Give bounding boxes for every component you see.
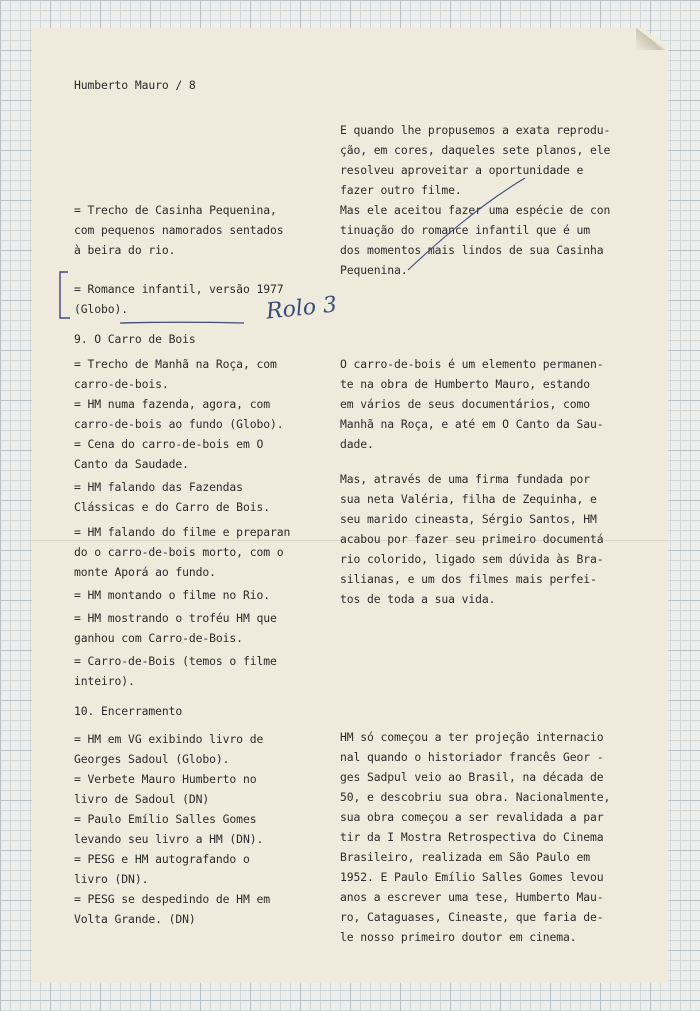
left-line: = Cena do carro-de-bois em O — [74, 437, 264, 451]
right-line: ges Sadpul veio ao Brasil, na década de — [340, 770, 604, 784]
left-line: Volta Grande. (DN) — [74, 912, 196, 926]
right-line: 1952. E Paulo Emílio Salles Gomes levou — [340, 870, 604, 884]
left-line: ganhou com Carro-de-Bois. — [74, 631, 243, 645]
right-line: dos momentos mais lindos de sua Casinha — [340, 243, 604, 257]
right-line: Mas ele aceitou fazer uma espécie de con — [340, 203, 611, 217]
right-line: ro, Cataguases, Cineaste, que faria de- — [340, 910, 604, 924]
right-line: resolveu aproveitar a oportunidade e — [340, 163, 584, 177]
left-line: livro (DN). — [74, 872, 149, 886]
left-line: = Romance infantil, versão 1977 — [74, 282, 284, 296]
handwritten-note: Rolo 3 — [264, 292, 339, 325]
left-line: monte Aporá ao fundo. — [74, 565, 216, 579]
right-line: Brasileiro, realizada em São Paulo em — [340, 850, 591, 864]
left-line: = HM falando do filme e preparan — [74, 525, 291, 539]
left-line: Georges Sadoul (Globo). — [74, 752, 230, 766]
right-line: tir da I Mostra Retrospectiva do Cinema — [340, 830, 604, 844]
left-line: levando seu livro a HM (DN). — [74, 832, 264, 846]
left-line: carro-de-bois. — [74, 377, 169, 391]
left-line: = HM falando das Fazendas — [74, 480, 243, 494]
left-line: = HM mostrando o troféu HM que — [74, 611, 277, 625]
right-line: te na obra de Humberto Mauro, estando — [340, 377, 591, 391]
right-line: ção, em cores, daqueles sete planos, ele — [340, 143, 611, 157]
right-line: HM só começou a ter projeção internacio — [340, 730, 604, 744]
right-line: em vários de seus documentários, como — [340, 397, 591, 411]
left-line: livro de Sadoul (DN) — [74, 792, 210, 806]
left-line: = Carro-de-Bois (temos o filme — [74, 654, 277, 668]
left-line: (Globo). — [74, 302, 129, 316]
left-line: = HM numa fazenda, agora, com — [74, 397, 270, 411]
right-line: silianas, e um dos filmes mais perfei- — [340, 572, 597, 586]
right-line: 50, e descobriu sua obra. Nacionalmente, — [340, 790, 611, 804]
right-line: Pequenina. — [340, 263, 408, 277]
left-line: com pequenos namorados sentados — [74, 223, 284, 237]
left-line: = PESG se despedindo de HM em — [74, 892, 270, 906]
right-line: anos a escrever uma tese, Humberto Mau- — [340, 890, 604, 904]
right-line: tos de toda a sua vida. — [340, 592, 496, 606]
page-header: Humberto Mauro / 8 — [74, 78, 196, 92]
left-line: = HM em VG exibindo livro de — [74, 732, 264, 746]
left-line: = PESG e HM autografando o — [74, 852, 250, 866]
left-line: = Trecho de Manhã na Roça, com — [74, 357, 277, 371]
left-line: 10. Encerramento — [74, 704, 183, 718]
right-line: dade. — [340, 437, 374, 451]
right-line: fazer outro filme. — [340, 183, 462, 197]
left-line: = Verbete Mauro Humberto no — [74, 772, 257, 786]
right-line: nal quando o historiador francês Geor - — [340, 750, 604, 764]
right-line: seu marido cineasta, Sérgio Santos, HM — [340, 512, 597, 526]
right-line: sua neta Valéria, filha de Zequinha, e — [340, 492, 597, 506]
bracket-mark — [60, 272, 70, 318]
left-line: inteiro). — [74, 674, 135, 688]
right-line: le nosso primeiro doutor em cinema. — [340, 930, 577, 944]
left-line: Clássicas e do Carro de Bois. — [74, 500, 270, 514]
right-line: O carro-de-bois é um elemento permanen- — [340, 357, 604, 371]
right-line: rio colorido, ligado sem dúvida às Bra- — [340, 552, 604, 566]
left-line: Canto da Saudade. — [74, 457, 189, 471]
left-line: do o carro-de-bois morto, com o — [74, 545, 284, 559]
left-line: = HM montando o filme no Rio. — [74, 588, 270, 602]
right-line: acabou por fazer seu primeiro documentá — [340, 532, 604, 546]
left-line: = Paulo Emílio Salles Gomes — [74, 812, 257, 826]
right-line: E quando lhe propusemos a exata reprodu- — [340, 123, 611, 137]
left-line: carro-de-bois ao fundo (Globo). — [74, 417, 284, 431]
left-line: à beira do rio. — [74, 243, 176, 257]
left-line: 9. O Carro de Bois — [74, 332, 196, 346]
left-line: = Trecho de Casinha Pequenina, — [74, 203, 277, 217]
diagonal-strike — [408, 178, 525, 270]
right-line: Manhã na Roça, e até em O Canto da Sau- — [340, 417, 604, 431]
right-line: sua obra começou a ser revalidada a par — [340, 810, 604, 824]
right-line: tinuação do romance infantil que é um — [340, 223, 591, 237]
underline-stroke — [120, 322, 244, 323]
right-line: Mas, através de uma firma fundada por — [340, 472, 591, 486]
